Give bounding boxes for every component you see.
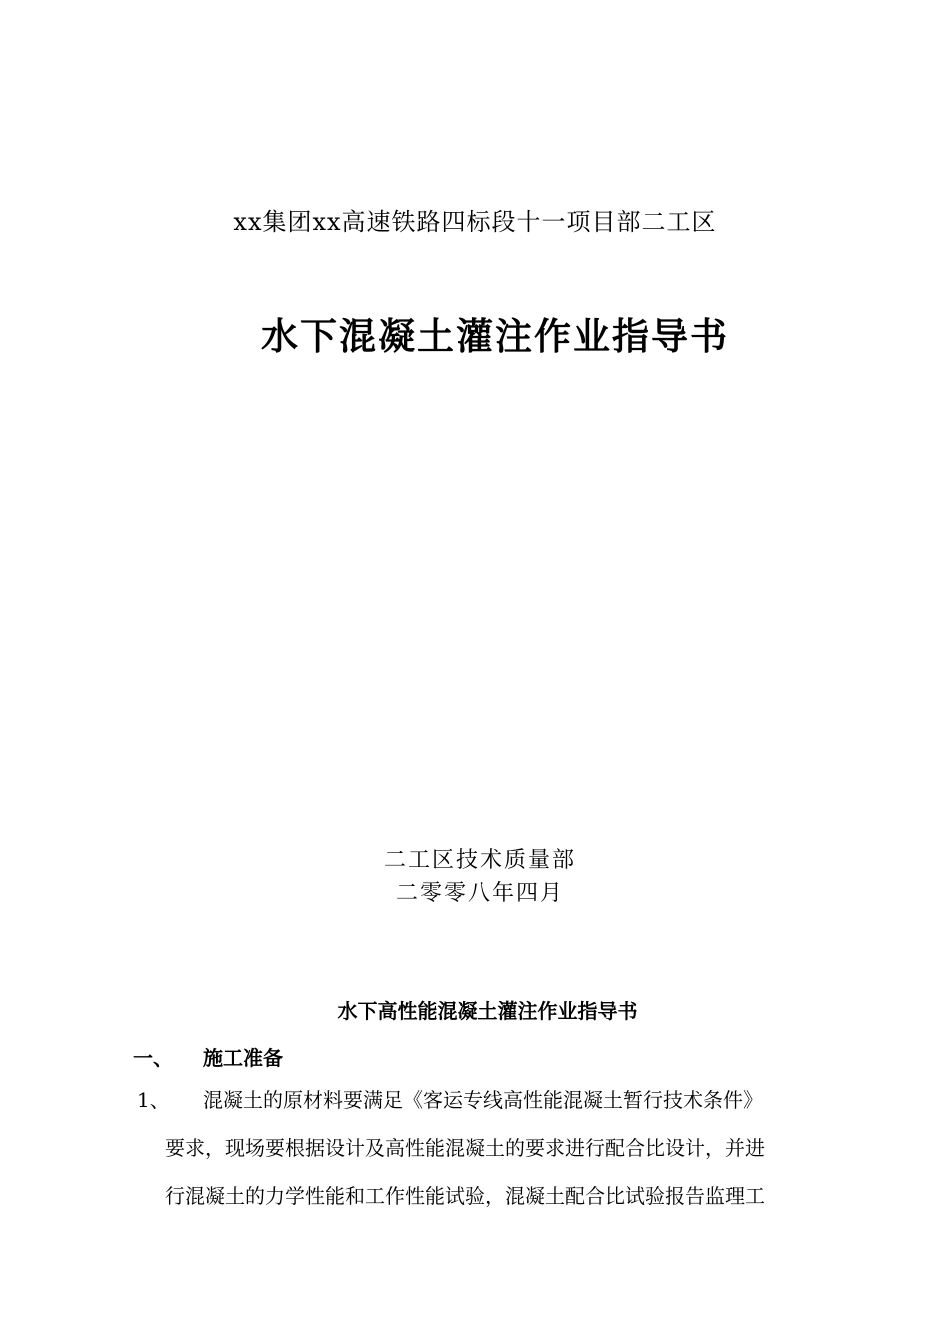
paragraph-line: 混凝土的原材料要满足《客运专线高性能混凝土暂行技术条件》	[203, 1088, 763, 1112]
paragraph-line: 行混凝土的力学性能和工作性能试验，混凝土配合比试验报告监理工	[165, 1184, 765, 1208]
section-number: 一、	[133, 1046, 173, 1070]
section-title: 施工准备	[203, 1046, 283, 1070]
document-date: 二零零八年四月	[395, 881, 564, 906]
department-name: 二工区技术质量部	[383, 848, 576, 873]
paragraph-line: 要求，现场要根据设计及高性能混凝土的要求进行配合比设计，并进	[165, 1136, 765, 1160]
item-number: 1、	[137, 1088, 170, 1112]
cover-title: 水下混凝土灌注作业指导书	[261, 314, 729, 358]
organization-line: xx集团xx高速铁路四标段十一项目部二工区	[233, 208, 717, 236]
body-title: 水下高性能混凝土灌注作业指导书	[337, 999, 638, 1023]
